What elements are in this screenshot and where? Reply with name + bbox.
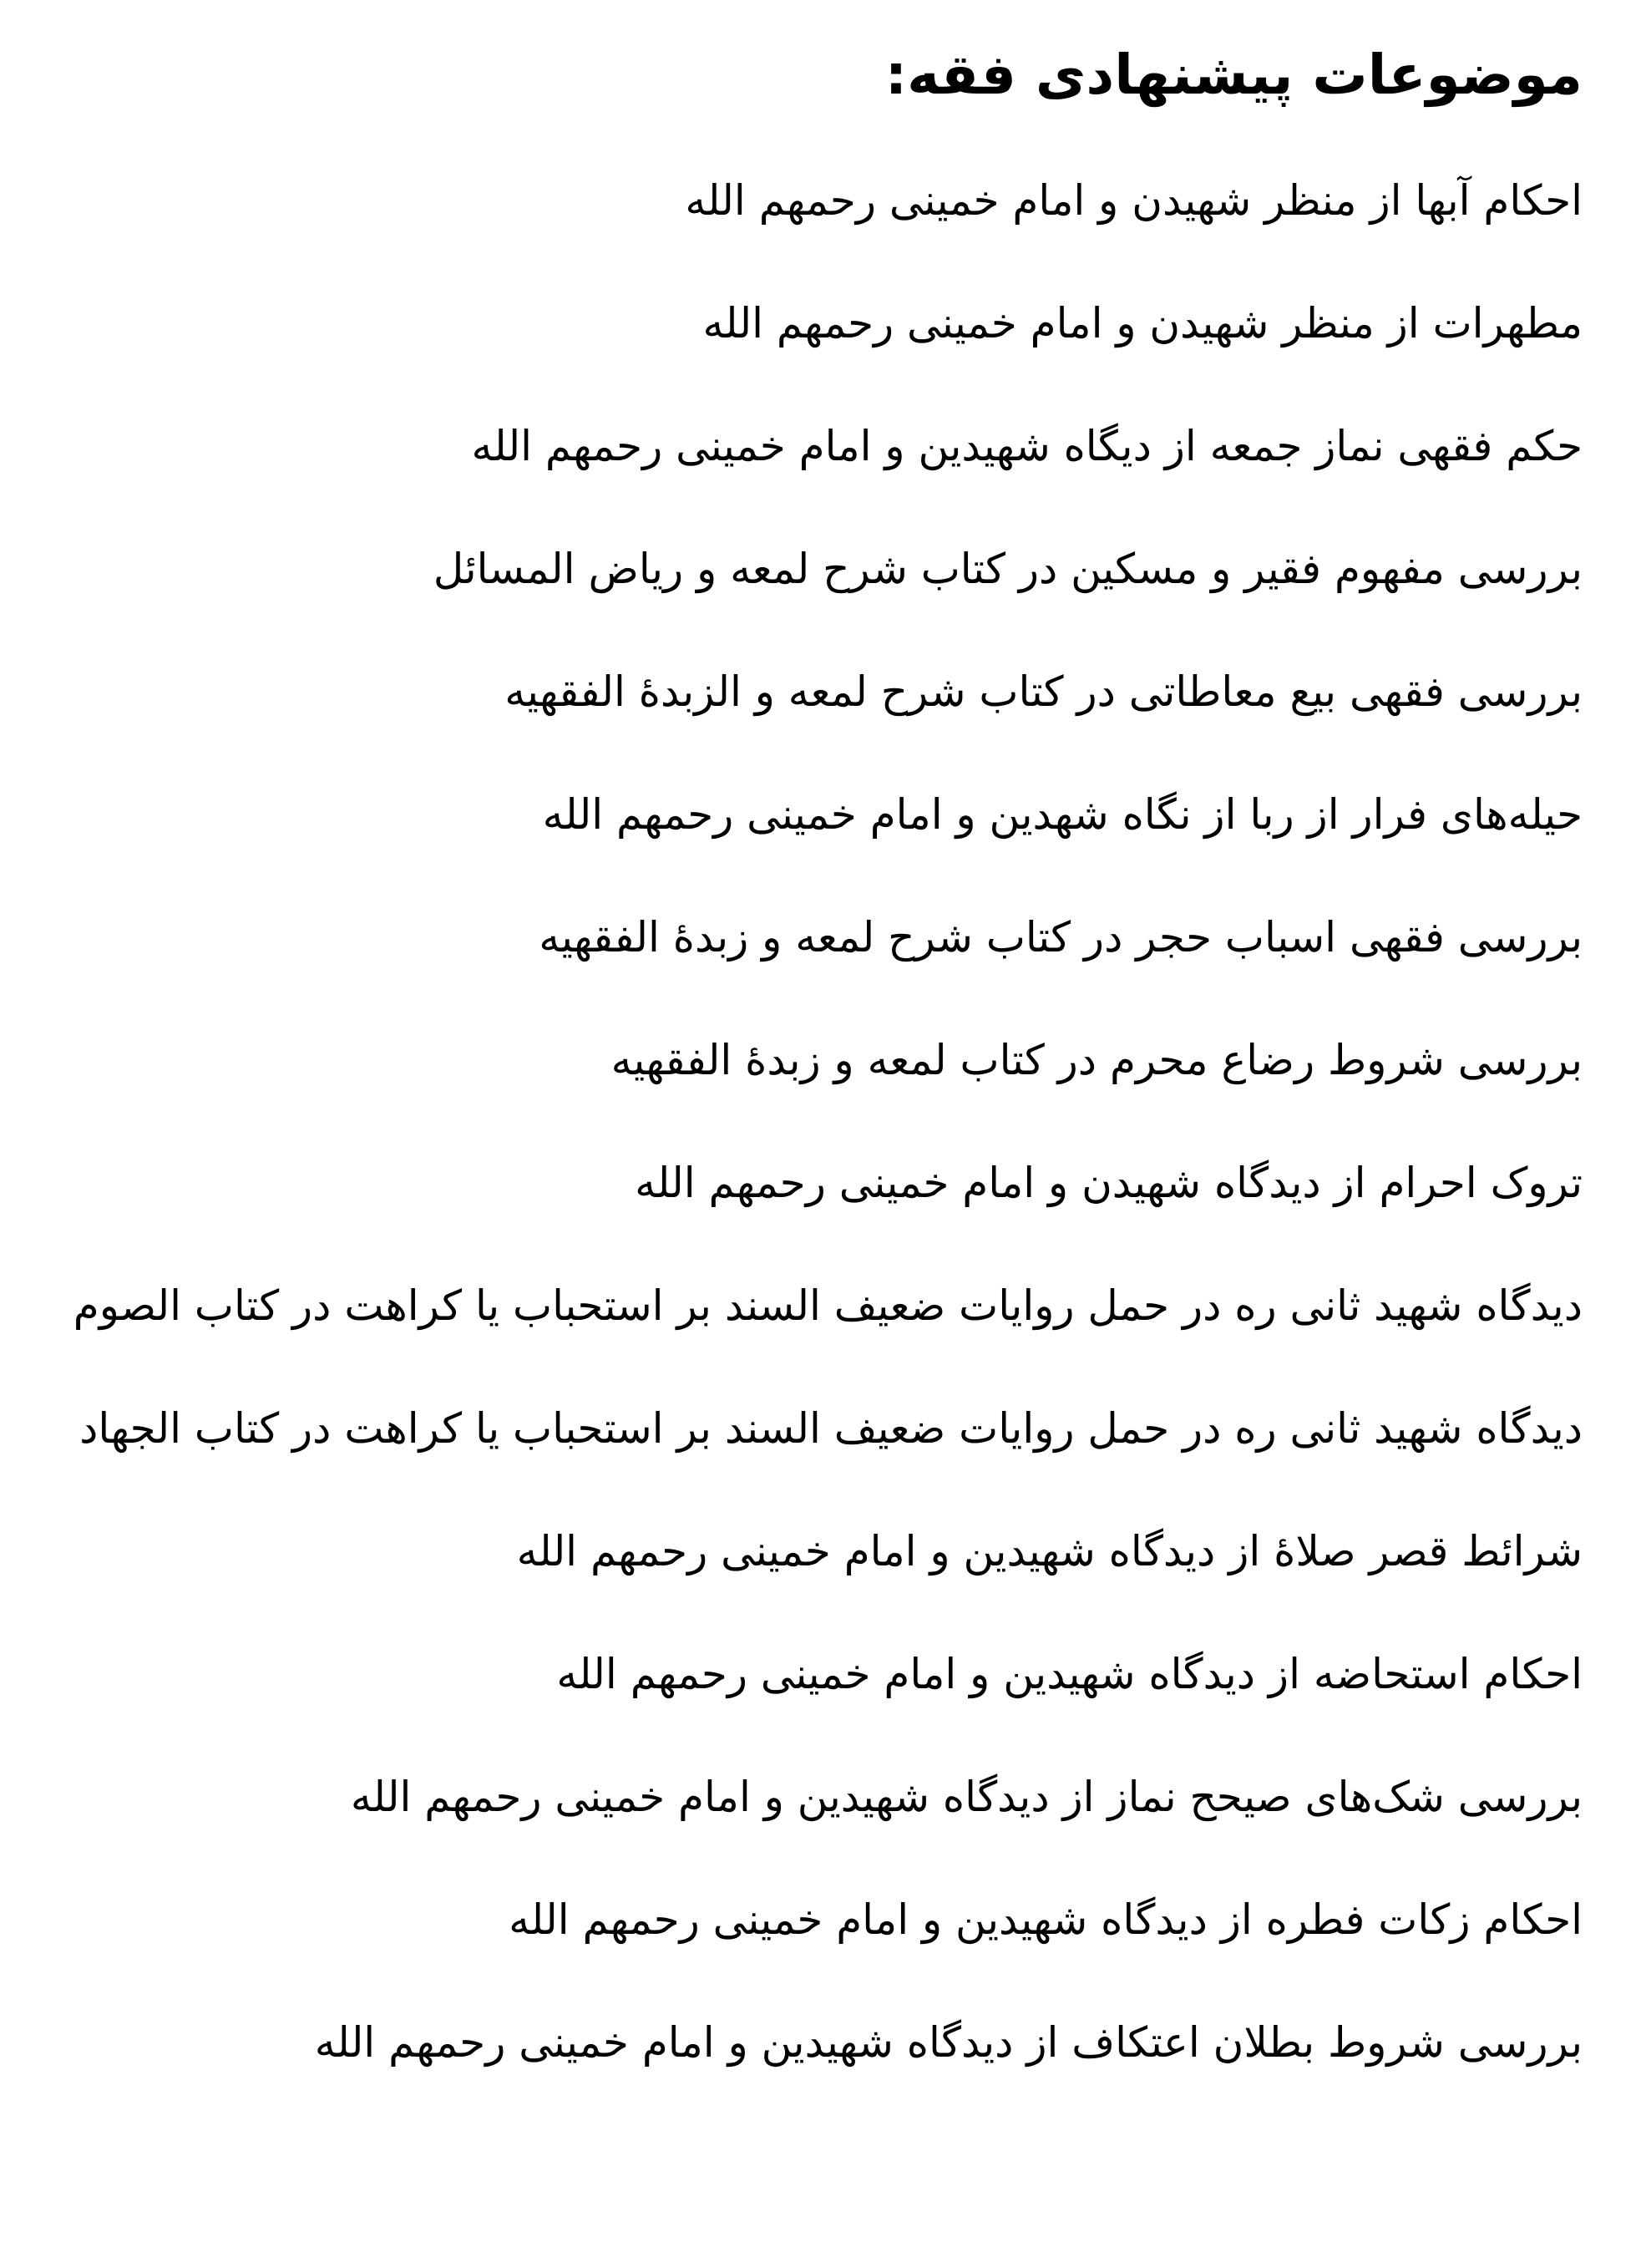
topic-item-9: تروک احرام از دیدگاه شهیدن و امام خمینی رحمهم الله [635, 1159, 1583, 1207]
topic-item-7: بررسی فقهی اسباب حجر در کتاب شرح لمعه و زبدهٔ الفقهیه [539, 913, 1583, 961]
topic-item-5: بررسی فقهی بیع معاطاتی در کتاب شرح لمعه و الزبدهٔ الفقهیه [504, 667, 1583, 716]
topic-item-11: دیدگاه شهید ثانی ره در حمل روایات ضعیف السند بر استحباب یا کراهت در کتاب الجهاد [79, 1404, 1583, 1453]
topic-item-6: حیله‌های فرار از ربا از نگاه شهدین و امام خمینی رحمهم الله [542, 790, 1583, 839]
topic-item-14: بررسی شک‌های صیحح نماز از دیدگاه شهیدین و امام خمینی رحمهم الله [350, 1773, 1583, 1821]
topic-item-12: شرائط قصر صلاهٔ از دیدگاه شهیدین و امام خمینی رحمهم الله [516, 1527, 1583, 1575]
topic-item-8: بررسی شروط رضاع محرم در کتاب لمعه و زبدهٔ الفقهیه [610, 1036, 1583, 1084]
topic-item-10: دیدگاه شهید ثانی ره در حمل روایات ضعیف السند بر استحباب یا کراهت در کتاب الصوم [73, 1281, 1583, 1330]
topic-item-15: احکام زکات فطره از دیدگاه شهیدین و امام خمینی رحمهم الله [509, 1895, 1583, 1944]
topic-item-3: حکم فقهی نماز جمعه از دیگاه شهیدین و امام خمینی رحمهم الله [471, 422, 1583, 470]
topic-item-4: بررسی مفهوم فقیر و مسکین در کتاب شرح لمعه و ریاض المسائل [433, 545, 1583, 593]
topic-item-1: احکام آبها از منظر شهیدن و امام خمینی رحمهم الله [685, 176, 1583, 225]
topic-item-2: مطهرات از منظر شهیدن و امام خمینی رحمهم الله [702, 299, 1583, 348]
topic-item-16: بررسی شروط بطلان اعتکاف از دیدگاه شهیدین و امام خمینی رحمهم الله [314, 2018, 1583, 2067]
page-title: موضوعات پیشنهادی فقه: [884, 43, 1583, 107]
topic-list [29, 159, 1583, 2123]
topic-item-13: احکام استحاضه از دیدگاه شهیدین و امام خمینی رحمهم الله [556, 1650, 1583, 1698]
